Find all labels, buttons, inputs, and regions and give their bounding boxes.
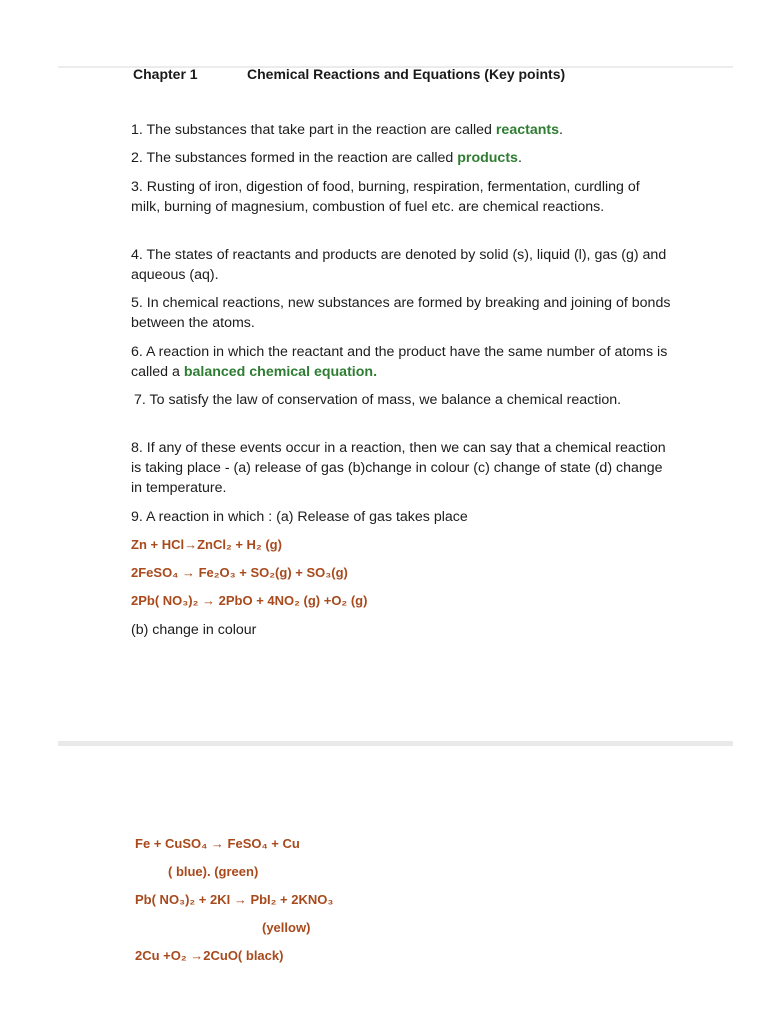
point-1: 1. The substances that take part in the reaction are called reactants. [131, 122, 563, 138]
point-2: 2. The substances formed in the reaction are called products. [131, 150, 522, 166]
point-9b: (b) change in colour [131, 622, 257, 638]
equation-gas-3: 2Pb( NO₃)₂ → 2PbO + 4NO₂ (g) +O₂ (g) [131, 593, 368, 608]
equation-colour-3: 2Cu +O₂ →2CuO( black) [135, 948, 284, 963]
point-6-term: balanced chemical equation. [183, 364, 378, 380]
page-break-divider [58, 741, 733, 746]
equation-gas-2: 2FeSO₄ → Fe₂O₃ + SO₂(g) + SO₃(g) [131, 565, 348, 580]
point-5: 5. In chemical reactions, new substances are formed by breaking and joining of bonds between the atoms. [131, 295, 671, 331]
point-2-text: 2. The substances formed in the reaction are called [131, 150, 458, 166]
chapter-title: Chemical Reactions and Equations (Key points) [247, 66, 566, 82]
page-header [133, 66, 565, 82]
point-3: 3. Rusting of iron, digestion of food, burning, respiration, fermentation, curdling of milk, burning of magnesium, combustion of fuel etc. are chemical reactions. [131, 179, 640, 215]
point-6-text: 6. A reaction in which the reactant and the product have the same number of atoms is called a [131, 344, 668, 380]
point-1-text: 1. The substances that take part in the reaction are called [131, 122, 496, 138]
equation-colour-2: Pb( NO₃)₂ + 2KI → PbI₂ + 2KNO₃ [135, 892, 334, 907]
equation-colour-1: Fe + CuSO₄ → FeSO₄ + Cu [135, 836, 300, 851]
point-9: 9. A reaction in which : (a) Release of gas takes place [131, 509, 468, 525]
chapter-label: Chapter 1 [133, 66, 198, 82]
point-8: 8. If any of these events occur in a reaction, then we can say that a chemical reaction is taking place - (a) release of gas (b)change in colour (c) change of state (d) change in temperature. [131, 440, 666, 496]
point-7: 7. To satisfy the law of conservation of mass, we balance a chemical reaction. [134, 392, 622, 408]
equation-colour-1-note: ( blue). (green) [168, 864, 259, 879]
point-4: 4. The states of reactants and products are denoted by solid (s), liquid (l), gas (g) and aqueous (aq). [131, 247, 667, 283]
point-6 [131, 342, 671, 382]
point-1-term: reactants [495, 122, 559, 138]
equation-gas-1: Zn + HCl→ZnCl₂ + H₂ (g) [131, 537, 282, 552]
point-2-term: products [457, 150, 518, 166]
equation-colour-2-note: (yellow) [262, 920, 311, 935]
